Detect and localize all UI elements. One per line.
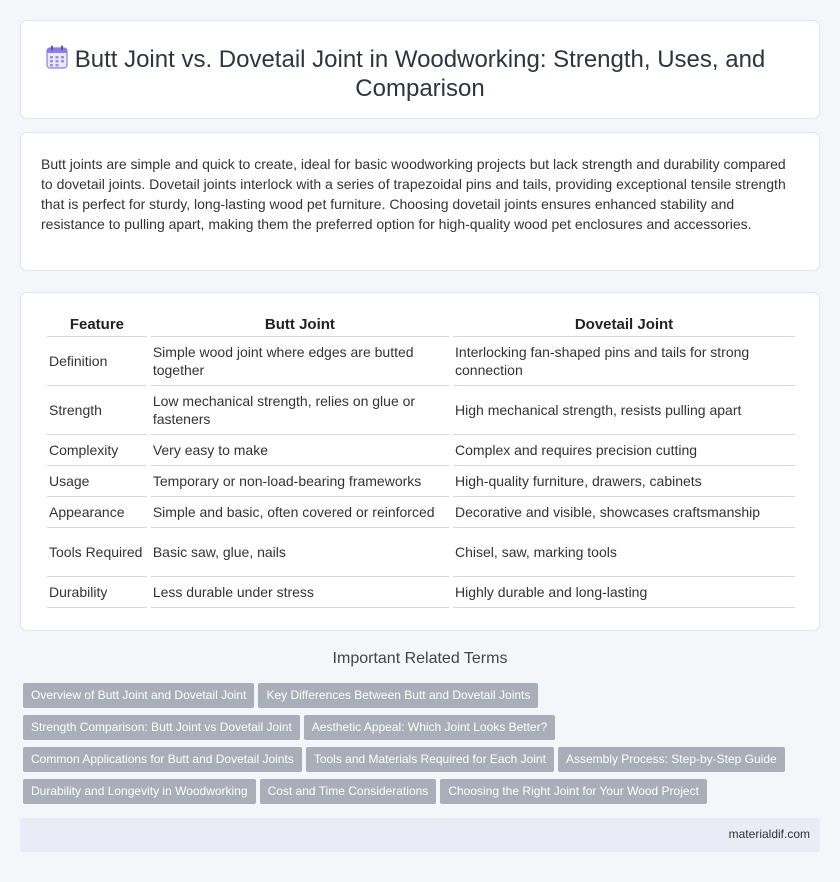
header-butt-joint: Butt Joint [151, 313, 449, 337]
intro-paragraph: Butt joints are simple and quick to create, ideal for basic woodworking projects but lack strength and durability compared to dovetail joints. Dovetail joints interlock with a series of trapezoidal pins and tails, providing exceptional tensile strength that is perfect for sturdy, long-lasting wood pet furniture. Choosing dovetail joints ensures enhanced stability and resistance to pulling apart, making them the preferred option for high-quality wood pet enclosures and accessories. [41, 156, 786, 232]
feature-cell: Usage [47, 466, 147, 497]
related-tag[interactable]: Key Differences Between Butt and Dovetail Joints [258, 683, 538, 708]
butt-cell: Simple and basic, often covered or reinforced [151, 497, 449, 528]
feature-cell: Appearance [47, 497, 147, 528]
comparison-table-card [20, 292, 820, 631]
feature-cell: Tools Required [47, 528, 147, 577]
butt-cell: Low mechanical strength, relies on glue or fasteners [151, 386, 449, 435]
intro-card [20, 132, 820, 271]
related-tag[interactable]: Assembly Process: Step-by-Step Guide [558, 747, 785, 772]
footer-site-link[interactable]: materialdif.com [728, 827, 810, 841]
dovetail-cell: High mechanical strength, resists pulling apart [453, 386, 795, 435]
table-row [47, 466, 795, 497]
feature-cell: Complexity [47, 435, 147, 466]
footer [20, 818, 820, 852]
page-title: Butt Joint vs. Dovetail Joint in Woodworking: Strength, Uses, and Comparison [74, 46, 766, 102]
related-tag[interactable]: Aesthetic Appeal: Which Joint Looks Better? [304, 715, 555, 740]
comparison-table [43, 313, 799, 608]
table-row [47, 528, 795, 577]
related-tag[interactable]: Durability and Longevity in Woodworking [23, 779, 256, 804]
related-terms-title: Important Related Terms [332, 650, 508, 667]
butt-cell: Less durable under stress [151, 577, 449, 608]
feature-cell: Strength [47, 386, 147, 435]
table-row [47, 386, 795, 435]
butt-cell: Temporary or non-load-bearing frameworks [151, 466, 449, 497]
dovetail-cell: Decorative and visible, showcases craftsmanship [453, 497, 795, 528]
feature-cell: Durability [47, 577, 147, 608]
header-dovetail-joint: Dovetail Joint [453, 313, 795, 337]
related-tag[interactable]: Overview of Butt Joint and Dovetail Joint [23, 683, 254, 708]
table-row [47, 337, 795, 386]
related-tag[interactable]: Tools and Materials Required for Each Joint [306, 747, 554, 772]
table-row [47, 577, 795, 608]
dovetail-cell: Complex and requires precision cutting [453, 435, 795, 466]
dovetail-cell: High-quality furniture, drawers, cabinets [453, 466, 795, 497]
butt-cell: Basic saw, glue, nails [151, 528, 449, 577]
table-header-row [47, 313, 795, 337]
header-feature: Feature [47, 313, 147, 337]
related-tag[interactable]: Cost and Time Considerations [260, 779, 437, 804]
header-card [20, 20, 820, 119]
related-terms-tags [23, 683, 813, 811]
dovetail-cell: Interlocking fan-shaped pins and tails for strong connection [453, 337, 795, 386]
related-tag[interactable]: Strength Comparison: Butt Joint vs Dovetail Joint [23, 715, 300, 740]
butt-cell: Simple wood joint where edges are butted together [151, 337, 449, 386]
butt-cell: Very easy to make [151, 435, 449, 466]
table-row [47, 435, 795, 466]
related-tag[interactable]: Choosing the Right Joint for Your Wood Project [440, 779, 707, 804]
dovetail-cell: Chisel, saw, marking tools [453, 528, 795, 577]
feature-cell: Definition [47, 337, 147, 386]
related-tag[interactable]: Common Applications for Butt and Dovetail Joints [23, 747, 302, 772]
dovetail-cell: Highly durable and long-lasting [453, 577, 795, 608]
table-row [47, 497, 795, 528]
